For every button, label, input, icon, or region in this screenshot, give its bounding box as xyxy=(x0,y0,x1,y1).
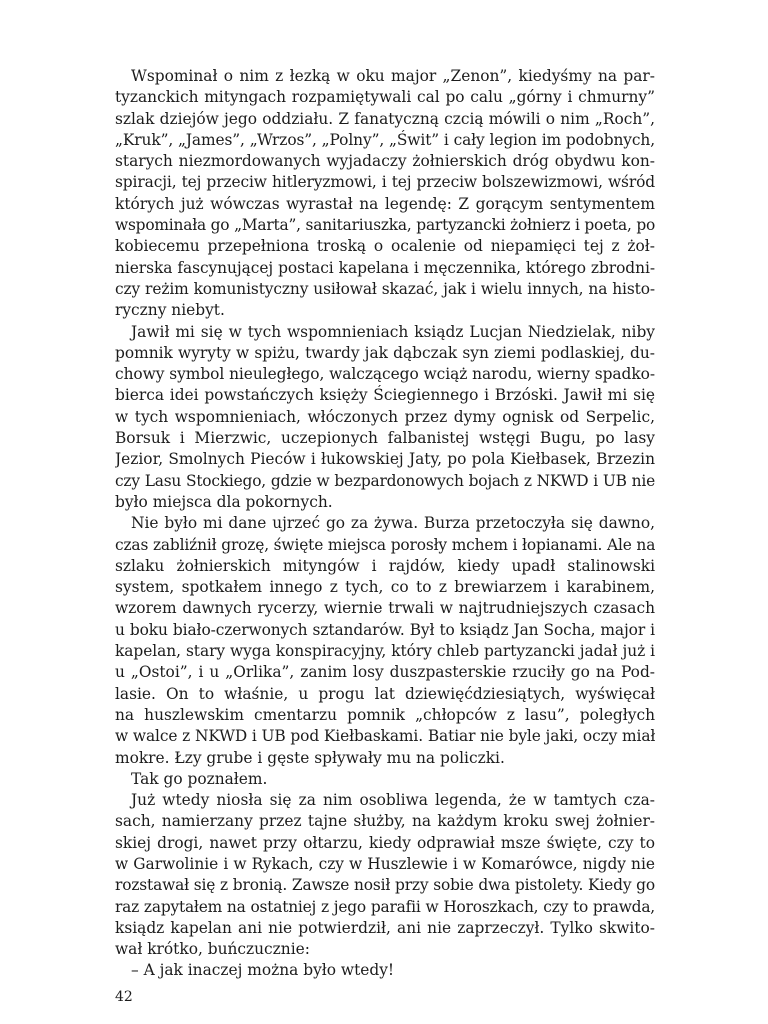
text-line: „Kruk”, „James”, „Wrzos”, „Polny”, „Świt” i cały legion im podobnych, xyxy=(115,130,655,149)
text-line: w Garwolinie i w Rykach, czy w Huszlewie i w Komarówce, nigdy nie xyxy=(115,854,655,873)
text-line: lasie. On to właśnie, u progu lat dziewięćdziesiątych, wyświęcał xyxy=(115,684,655,703)
text-line: których już wówczas wyrastał na legendę: Z gorącym sentymentem xyxy=(115,194,655,213)
text-line: pomnik wyryty w spiżu, twardy jak dąbczak syn ziemi podlaskiej, du- xyxy=(115,343,655,362)
text-line: szlaku żołnierskich mityngów i rajdów, kiedy upadł stalinowski xyxy=(115,556,655,575)
text-line: czy Lasu Stockiego, gdzie w bezpardonowych bojach z NKWD i UB nie xyxy=(115,471,655,490)
text-line: tyzanckich mityngach rozpamiętywali cal po calu „górny i chmurny” xyxy=(115,88,655,107)
text-line: bierca idei powstańczych księży Ściegiennego i Brzóski. Jawił mi się xyxy=(115,386,655,405)
text-line: Tak go poznałem. xyxy=(131,769,268,788)
text-line: – A jak inaczej można było wtedy! xyxy=(131,961,395,980)
text-line: rozstawał się z bronią. Zawsze nosił przy sobie dwa pistolety. Kiedy go xyxy=(115,876,655,895)
text-line: czy reżim komunistyczny usiłował skazać, jak i wielu innych, na histo- xyxy=(115,279,655,298)
text-line: Wspominał o nim z łezką w oku major „Zenon”, kiedyśmy na par- xyxy=(131,67,655,85)
text-line: u „Ostoi”, i u „Orlika”, zanim losy duszpasterskie rzuciły go na Pod- xyxy=(115,663,655,682)
text-line: chowy symbol nieuległego, walczącego wciąż narodu, wierny spadko- xyxy=(115,365,655,384)
text-line: skiej drogi, nawet przy ołtarzu, kiedy odprawiał msze święte, czy to xyxy=(115,833,655,852)
text-line: wzorem dawnych rycerzy, wiernie trwali w najtrudniejszych czasach xyxy=(115,599,655,618)
text-line: kobiecemu przepełniona troską o ocalenie od niepamięci tej z żoł- xyxy=(115,237,655,256)
text-line: Jezior, Smolnych Pieców i łukowskiej Jaty, po pola Kiełbasek, Brzezin xyxy=(115,450,655,469)
text-line: kapelan, stary wyga konspiracyjny, który chleb partyzancki jadał już i xyxy=(115,642,655,661)
text-line: ksiądz kapelan ani nie potwierdził, ani nie zaprzeczył. Tylko skwito- xyxy=(115,918,655,937)
text-line: w tych wspomnieniach, włóczonych przez dymy ognisk od Serpelic, xyxy=(115,407,655,426)
text-line: Borsuk i Mierzwic, uczepionych falbanistej wstęgi Bugu, po lasy xyxy=(115,429,655,448)
text-line: wał krótko, buńczucznie: xyxy=(115,940,310,959)
text-line: Już wtedy niosła się za nim osobliwa legenda, że w tamtych cza- xyxy=(131,791,655,810)
text-line: spiracji, tej przeciw hitleryzmowi, i tej przeciw bolszewizmowi, wśród xyxy=(115,173,655,192)
text-line: starych niezmordowanych wyjadaczy żołnierskich dróg obydwu kon- xyxy=(115,152,655,171)
text-line: ryczny niebyt. xyxy=(115,301,225,320)
text-line: mokre. Łzy grube i gęste spływały mu na policzki. xyxy=(115,748,505,767)
text-line: Nie było mi dane ujrzeć go za żywa. Burza przetoczyła się dawno, xyxy=(131,514,655,533)
text-line: w walce z NKWD i UB pod Kiełbaskami. Batiar nie byle jaki, oczy miał xyxy=(115,727,655,746)
text-line: na huszlewskim cmentarzu pomnik „chłopców z lasu”, poległych xyxy=(115,705,655,724)
text-line: sach, namierzany przez tajne służby, na każdym kroku swej żołnier- xyxy=(115,812,655,831)
body-text xyxy=(115,66,655,982)
text-line: Jawił mi się w tych wspomnieniach ksiądz Lucjan Niedzielak, niby xyxy=(131,322,655,341)
text-line: u boku biało-czerwonych sztandarów. Był to ksiądz Jan Socha, major i xyxy=(115,620,655,639)
text-line: system, spotkałem innego z tych, co to z brewiarzem i karabinem, xyxy=(115,578,655,597)
text-line: nierska fascynującej postaci kapelana i męczennika, którego zbrodni- xyxy=(115,258,655,277)
text-line: czas zabliźnił grozę, święte miejsca porosły mchem i łopianami. Ale na xyxy=(115,535,655,554)
text-line: wspominała go „Marta”, sanitariuszka, partyzancki żołnierz i poeta, po xyxy=(115,216,655,235)
text-line: raz zapytałem na ostatniej z jego parafii w Horoszkach, czy to prawda, xyxy=(115,897,655,916)
text-line: szlak dziejów jego oddziału. Z fanatyczną czcią mówili o nim „Roch”, xyxy=(115,109,655,128)
page-number: 42 xyxy=(115,989,133,1005)
text-line: było miejsca dla pokornych. xyxy=(115,492,333,511)
